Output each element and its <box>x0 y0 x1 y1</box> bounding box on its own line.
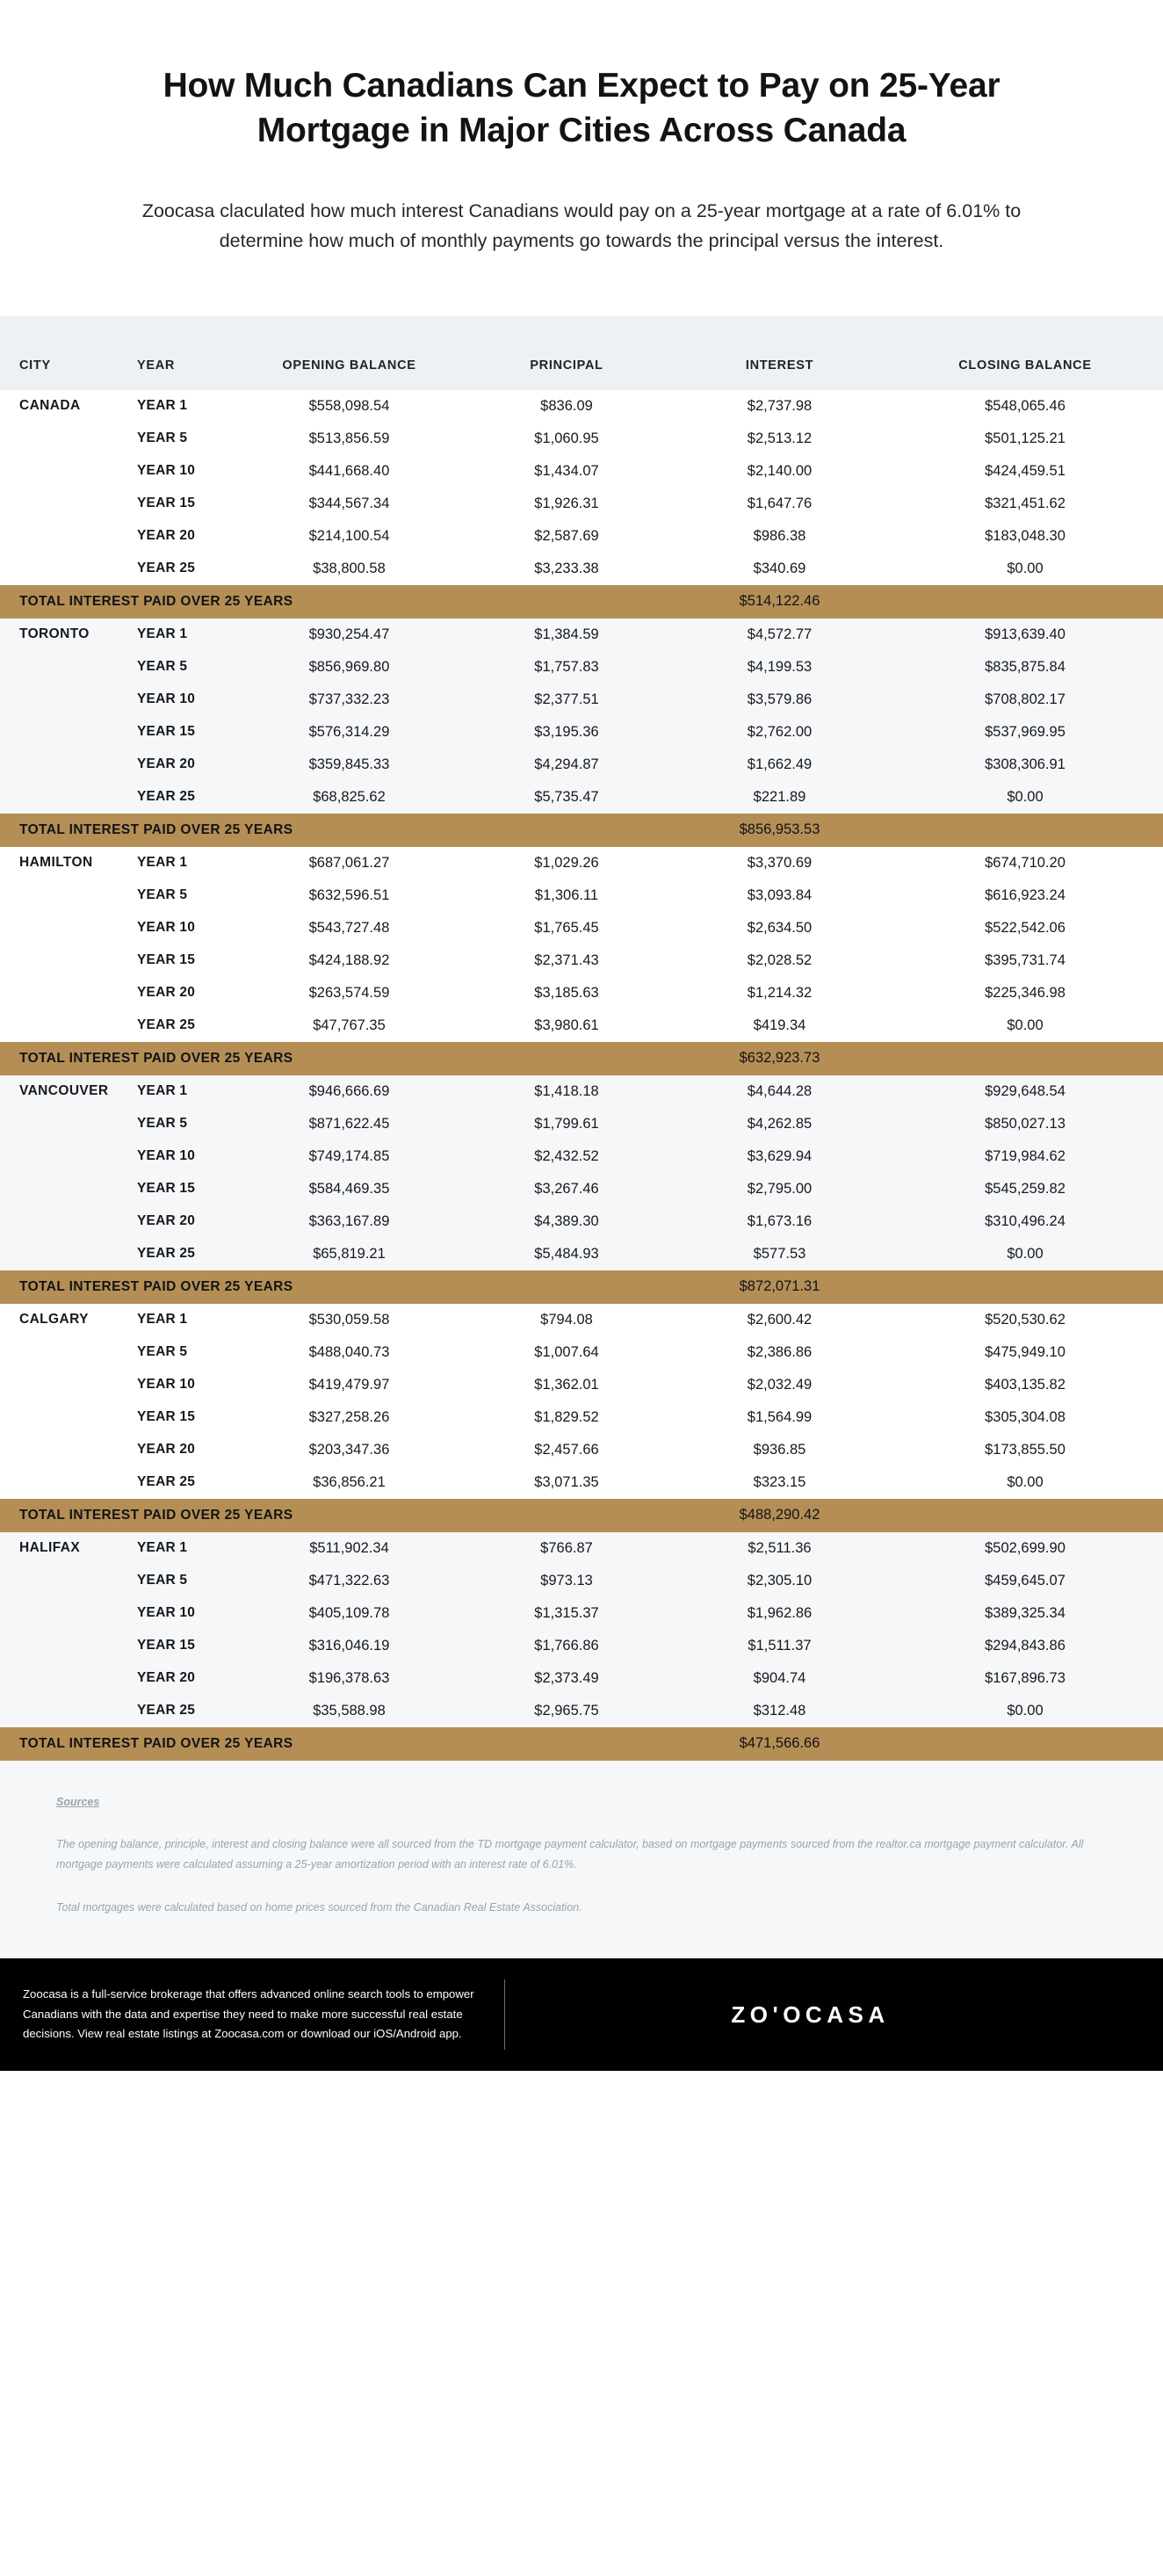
cell-year: YEAR 5 <box>132 651 237 684</box>
sources-title: Sources <box>56 1795 100 1808</box>
cell-closing-balance: $308,306.91 <box>887 749 1163 781</box>
cell-year: YEAR 1 <box>132 1532 237 1565</box>
cell-city-empty <box>0 1238 132 1270</box>
total-interest-label: TOTAL INTEREST PAID OVER 25 YEARS <box>0 1042 672 1075</box>
table-row <box>0 1140 1163 1173</box>
cell-year: YEAR 1 <box>132 847 237 879</box>
cell-principal: $1,029.26 <box>461 847 672 879</box>
cell-principal: $2,373.49 <box>461 1662 672 1695</box>
cell-interest: $2,737.98 <box>672 390 887 423</box>
cell-principal: $4,294.87 <box>461 749 672 781</box>
table-row <box>0 390 1163 423</box>
cell-interest: $986.38 <box>672 520 887 553</box>
cell-closing-balance: $459,645.07 <box>887 1565 1163 1597</box>
cell-opening-balance: $488,040.73 <box>237 1336 461 1369</box>
cell-city-empty <box>0 749 132 781</box>
cell-year: YEAR 10 <box>132 1597 237 1630</box>
cell-closing-balance: $0.00 <box>887 1009 1163 1042</box>
cell-city: CALGARY <box>0 1304 132 1336</box>
cell-city-empty <box>0 1466 132 1499</box>
cell-opening-balance: $930,254.47 <box>237 619 461 651</box>
table-row <box>0 684 1163 716</box>
cell-principal: $1,926.31 <box>461 488 672 520</box>
cell-interest: $1,662.49 <box>672 749 887 781</box>
cell-year: YEAR 15 <box>132 944 237 977</box>
total-row-filler <box>887 1727 1163 1761</box>
cell-principal: $2,965.75 <box>461 1695 672 1727</box>
cell-closing-balance: $321,451.62 <box>887 488 1163 520</box>
cell-city-empty <box>0 684 132 716</box>
table-row <box>0 1108 1163 1140</box>
cell-principal: $973.13 <box>461 1565 672 1597</box>
cell-opening-balance: $327,258.26 <box>237 1401 461 1434</box>
cell-interest: $4,199.53 <box>672 651 887 684</box>
total-interest-value: $471,566.66 <box>672 1727 887 1761</box>
column-header-principal: PRINCIPAL <box>461 316 672 390</box>
total-interest-row <box>0 585 1163 619</box>
table-row <box>0 1009 1163 1042</box>
cell-city-empty <box>0 977 132 1009</box>
cell-opening-balance: $749,174.85 <box>237 1140 461 1173</box>
total-interest-row <box>0 1499 1163 1532</box>
total-interest-row <box>0 814 1163 847</box>
cell-opening-balance: $344,567.34 <box>237 488 461 520</box>
cell-city-empty <box>0 1662 132 1695</box>
cell-year: YEAR 10 <box>132 1140 237 1173</box>
page-title: How Much Canadians Can Expect to Pay on 25-Year Mortgage in Major Cities Across Canada <box>163 67 1000 150</box>
cell-city-empty <box>0 781 132 814</box>
cell-opening-balance: $511,902.34 <box>237 1532 461 1565</box>
total-row-filler <box>887 814 1163 847</box>
cell-closing-balance: $0.00 <box>887 1466 1163 1499</box>
cell-year: YEAR 20 <box>132 1662 237 1695</box>
cell-closing-balance: $545,259.82 <box>887 1173 1163 1205</box>
cell-city-empty <box>0 1434 132 1466</box>
column-header-city: CITY <box>0 316 132 390</box>
cell-closing-balance: $167,896.73 <box>887 1662 1163 1695</box>
cell-opening-balance: $584,469.35 <box>237 1173 461 1205</box>
cell-interest: $2,634.50 <box>672 912 887 944</box>
cell-interest: $4,644.28 <box>672 1075 887 1108</box>
cell-city-empty <box>0 455 132 488</box>
total-row-filler <box>887 1042 1163 1075</box>
cell-interest: $904.74 <box>672 1662 887 1695</box>
footer-description: Zoocasa is a full-service brokerage that offers advanced online search tools to empower Canadians with the data and expertise they need to make more successful real estate decisions. View real estate listings at Zoocasa.com or download our iOS/Android app. <box>23 1987 474 2041</box>
cell-interest: $2,140.00 <box>672 455 887 488</box>
cell-interest: $2,386.86 <box>672 1336 887 1369</box>
cell-opening-balance: $513,856.59 <box>237 423 461 455</box>
cell-city-empty <box>0 1108 132 1140</box>
cell-city-empty <box>0 1401 132 1434</box>
cell-interest: $1,214.32 <box>672 977 887 1009</box>
cell-city: TORONTO <box>0 619 132 651</box>
column-header-year: YEAR <box>132 316 237 390</box>
cell-city-empty <box>0 1009 132 1042</box>
cell-city-empty <box>0 423 132 455</box>
cell-year: YEAR 25 <box>132 553 237 585</box>
cell-year: YEAR 20 <box>132 749 237 781</box>
column-header-opening-balance: OPENING BALANCE <box>237 316 461 390</box>
cell-closing-balance: $708,802.17 <box>887 684 1163 716</box>
cell-city-empty <box>0 1369 132 1401</box>
cell-year: YEAR 5 <box>132 1336 237 1369</box>
total-interest-value: $514,122.46 <box>672 585 887 619</box>
cell-closing-balance: $0.00 <box>887 553 1163 585</box>
cell-principal: $5,484.93 <box>461 1238 672 1270</box>
cell-principal: $3,185.63 <box>461 977 672 1009</box>
table-row <box>0 1597 1163 1630</box>
cell-interest: $419.34 <box>672 1009 887 1042</box>
table-row <box>0 847 1163 879</box>
cell-year: YEAR 15 <box>132 1630 237 1662</box>
cell-principal: $1,007.64 <box>461 1336 672 1369</box>
infographic-header <box>0 0 1163 257</box>
cell-principal: $1,766.86 <box>461 1630 672 1662</box>
cell-city-empty <box>0 912 132 944</box>
total-interest-row <box>0 1042 1163 1075</box>
cell-interest: $1,962.86 <box>672 1597 887 1630</box>
cell-city-empty <box>0 1597 132 1630</box>
cell-interest: $4,262.85 <box>672 1108 887 1140</box>
total-interest-label: TOTAL INTEREST PAID OVER 25 YEARS <box>0 585 672 619</box>
total-interest-value: $856,953.53 <box>672 814 887 847</box>
cell-opening-balance: $856,969.80 <box>237 651 461 684</box>
table-row <box>0 619 1163 651</box>
cell-city-empty <box>0 944 132 977</box>
cell-interest: $3,629.94 <box>672 1140 887 1173</box>
table-row <box>0 879 1163 912</box>
cell-interest: $3,579.86 <box>672 684 887 716</box>
cell-closing-balance: $502,699.90 <box>887 1532 1163 1565</box>
cell-year: YEAR 15 <box>132 1173 237 1205</box>
cell-closing-balance: $719,984.62 <box>887 1140 1163 1173</box>
cell-opening-balance: $214,100.54 <box>237 520 461 553</box>
cell-city-empty <box>0 1336 132 1369</box>
cell-year: YEAR 25 <box>132 781 237 814</box>
total-interest-label: TOTAL INTEREST PAID OVER 25 YEARS <box>0 814 672 847</box>
cell-principal: $3,195.36 <box>461 716 672 749</box>
cell-opening-balance: $441,668.40 <box>237 455 461 488</box>
cell-city-empty <box>0 488 132 520</box>
cell-opening-balance: $38,800.58 <box>237 553 461 585</box>
cell-opening-balance: $687,061.27 <box>237 847 461 879</box>
cell-principal: $3,233.38 <box>461 553 672 585</box>
cell-year: YEAR 15 <box>132 716 237 749</box>
table-row <box>0 1238 1163 1270</box>
cell-opening-balance: $65,819.21 <box>237 1238 461 1270</box>
cell-interest: $1,673.16 <box>672 1205 887 1238</box>
cell-principal: $2,432.52 <box>461 1140 672 1173</box>
table-row <box>0 944 1163 977</box>
cell-interest: $2,513.12 <box>672 423 887 455</box>
cell-year: YEAR 10 <box>132 684 237 716</box>
mortgage-table <box>0 316 1163 1761</box>
zoocasa-logo: ZO'OCASA <box>731 2001 890 2028</box>
cell-city: HALIFAX <box>0 1532 132 1565</box>
table-row <box>0 781 1163 814</box>
cell-principal: $1,315.37 <box>461 1597 672 1630</box>
cell-interest: $1,564.99 <box>672 1401 887 1434</box>
cell-closing-balance: $183,048.30 <box>887 520 1163 553</box>
cell-opening-balance: $946,666.69 <box>237 1075 461 1108</box>
cell-opening-balance: $68,825.62 <box>237 781 461 814</box>
cell-closing-balance: $674,710.20 <box>887 847 1163 879</box>
table-header <box>0 316 1163 390</box>
cell-interest: $2,600.42 <box>672 1304 887 1336</box>
cell-year: YEAR 5 <box>132 423 237 455</box>
cell-closing-balance: $0.00 <box>887 1238 1163 1270</box>
cell-city-empty <box>0 716 132 749</box>
total-row-filler <box>887 1499 1163 1532</box>
cell-year: YEAR 10 <box>132 455 237 488</box>
cell-opening-balance: $316,046.19 <box>237 1630 461 1662</box>
cell-principal: $1,060.95 <box>461 423 672 455</box>
cell-year: YEAR 25 <box>132 1466 237 1499</box>
total-interest-label: TOTAL INTEREST PAID OVER 25 YEARS <box>0 1499 672 1532</box>
cell-year: YEAR 10 <box>132 1369 237 1401</box>
cell-city-empty <box>0 1140 132 1173</box>
cell-city-empty <box>0 1565 132 1597</box>
cell-principal: $836.09 <box>461 390 672 423</box>
cell-principal: $3,267.46 <box>461 1173 672 1205</box>
cell-closing-balance: $520,530.62 <box>887 1304 1163 1336</box>
total-interest-value: $872,071.31 <box>672 1270 887 1304</box>
cell-closing-balance: $294,843.86 <box>887 1630 1163 1662</box>
table-row <box>0 423 1163 455</box>
cell-year: YEAR 5 <box>132 1565 237 1597</box>
table-row <box>0 977 1163 1009</box>
cell-year: YEAR 5 <box>132 1108 237 1140</box>
cell-year: YEAR 25 <box>132 1238 237 1270</box>
header-spacer <box>0 257 1163 316</box>
cell-interest: $4,572.77 <box>672 619 887 651</box>
cell-year: YEAR 20 <box>132 1434 237 1466</box>
table-row <box>0 1401 1163 1434</box>
cell-opening-balance: $47,767.35 <box>237 1009 461 1042</box>
cell-principal: $2,587.69 <box>461 520 672 553</box>
cell-opening-balance: $363,167.89 <box>237 1205 461 1238</box>
table-row <box>0 1695 1163 1727</box>
cell-year: YEAR 20 <box>132 520 237 553</box>
cell-closing-balance: $173,855.50 <box>887 1434 1163 1466</box>
cell-closing-balance: $424,459.51 <box>887 455 1163 488</box>
cell-city-empty <box>0 1630 132 1662</box>
table-row <box>0 1205 1163 1238</box>
cell-year: YEAR 15 <box>132 1401 237 1434</box>
cell-interest: $2,511.36 <box>672 1532 887 1565</box>
cell-interest: $1,511.37 <box>672 1630 887 1662</box>
cell-city: VANCOUVER <box>0 1075 132 1108</box>
cell-year: YEAR 25 <box>132 1009 237 1042</box>
table-row <box>0 1630 1163 1662</box>
column-header-interest: INTEREST <box>672 316 887 390</box>
cell-city-empty <box>0 1205 132 1238</box>
cell-closing-balance: $913,639.40 <box>887 619 1163 651</box>
cell-closing-balance: $548,065.46 <box>887 390 1163 423</box>
cell-year: YEAR 5 <box>132 879 237 912</box>
cell-principal: $5,735.47 <box>461 781 672 814</box>
cell-opening-balance: $558,098.54 <box>237 390 461 423</box>
cell-closing-balance: $310,496.24 <box>887 1205 1163 1238</box>
cell-interest: $323.15 <box>672 1466 887 1499</box>
cell-principal: $3,980.61 <box>461 1009 672 1042</box>
cell-opening-balance: $203,347.36 <box>237 1434 461 1466</box>
table-row <box>0 749 1163 781</box>
cell-year: YEAR 1 <box>132 1304 237 1336</box>
cell-principal: $1,306.11 <box>461 879 672 912</box>
sources-paragraph-1: The opening balance, principle, interest and closing balance were all sourced from the TD mortgage payment calculator, based on mortgage payments sourced from the realtor.ca mortgage payment calculator. All mortgage payments were calculated assuming a 25-year amortization period with an interest rate of 6.01%. <box>56 1837 1084 1870</box>
table-header-row <box>0 316 1163 390</box>
cell-interest: $3,093.84 <box>672 879 887 912</box>
cell-principal: $3,071.35 <box>461 1466 672 1499</box>
cell-opening-balance: $871,622.45 <box>237 1108 461 1140</box>
cell-opening-balance: $543,727.48 <box>237 912 461 944</box>
cell-opening-balance: $424,188.92 <box>237 944 461 977</box>
cell-year: YEAR 10 <box>132 912 237 944</box>
cell-interest: $2,305.10 <box>672 1565 887 1597</box>
cell-closing-balance: $616,923.24 <box>887 879 1163 912</box>
cell-closing-balance: $395,731.74 <box>887 944 1163 977</box>
cell-interest: $221.89 <box>672 781 887 814</box>
total-interest-value: $488,290.42 <box>672 1499 887 1532</box>
cell-principal: $794.08 <box>461 1304 672 1336</box>
cell-opening-balance: $36,856.21 <box>237 1466 461 1499</box>
cell-closing-balance: $537,969.95 <box>887 716 1163 749</box>
cell-year: YEAR 1 <box>132 619 237 651</box>
cell-year: YEAR 25 <box>132 1695 237 1727</box>
cell-opening-balance: $196,378.63 <box>237 1662 461 1695</box>
cell-closing-balance: $305,304.08 <box>887 1401 1163 1434</box>
cell-opening-balance: $405,109.78 <box>237 1597 461 1630</box>
total-row-filler <box>887 1270 1163 1304</box>
cell-interest: $936.85 <box>672 1434 887 1466</box>
cell-opening-balance: $576,314.29 <box>237 716 461 749</box>
cell-closing-balance: $929,648.54 <box>887 1075 1163 1108</box>
table-row <box>0 455 1163 488</box>
cell-city: HAMILTON <box>0 847 132 879</box>
column-header-closing-balance: CLOSING BALANCE <box>887 316 1163 390</box>
cell-opening-balance: $530,059.58 <box>237 1304 461 1336</box>
cell-opening-balance: $263,574.59 <box>237 977 461 1009</box>
table-row <box>0 1565 1163 1597</box>
cell-closing-balance: $403,135.82 <box>887 1369 1163 1401</box>
table-row <box>0 520 1163 553</box>
table-row <box>0 912 1163 944</box>
cell-closing-balance: $501,125.21 <box>887 423 1163 455</box>
cell-principal: $2,371.43 <box>461 944 672 977</box>
cell-city: CANADA <box>0 390 132 423</box>
cell-interest: $2,032.49 <box>672 1369 887 1401</box>
table-row <box>0 1336 1163 1369</box>
table-row <box>0 1434 1163 1466</box>
cell-interest: $577.53 <box>672 1238 887 1270</box>
cell-closing-balance: $522,542.06 <box>887 912 1163 944</box>
cell-closing-balance: $0.00 <box>887 1695 1163 1727</box>
cell-city-empty <box>0 553 132 585</box>
cell-principal: $1,799.61 <box>461 1108 672 1140</box>
table-body <box>0 390 1163 1761</box>
cell-closing-balance: $850,027.13 <box>887 1108 1163 1140</box>
cell-principal: $1,418.18 <box>461 1075 672 1108</box>
cell-principal: $2,457.66 <box>461 1434 672 1466</box>
cell-interest: $2,795.00 <box>672 1173 887 1205</box>
cell-principal: $4,389.30 <box>461 1205 672 1238</box>
cell-closing-balance: $475,949.10 <box>887 1336 1163 1369</box>
table-row <box>0 1532 1163 1565</box>
sources-section <box>0 1761 1163 1958</box>
cell-opening-balance: $359,845.33 <box>237 749 461 781</box>
table-row <box>0 1075 1163 1108</box>
table-row <box>0 1173 1163 1205</box>
cell-interest: $1,647.76 <box>672 488 887 520</box>
cell-principal: $2,377.51 <box>461 684 672 716</box>
total-interest-value: $632,923.73 <box>672 1042 887 1075</box>
cell-year: YEAR 15 <box>132 488 237 520</box>
table-row <box>0 651 1163 684</box>
cell-city-empty <box>0 520 132 553</box>
cell-principal: $1,757.83 <box>461 651 672 684</box>
cell-city-empty <box>0 1695 132 1727</box>
total-row-filler <box>887 585 1163 619</box>
cell-city-empty <box>0 879 132 912</box>
cell-closing-balance: $0.00 <box>887 781 1163 814</box>
cell-year: YEAR 20 <box>132 1205 237 1238</box>
table-row <box>0 1369 1163 1401</box>
cell-principal: $1,434.07 <box>461 455 672 488</box>
total-interest-label: TOTAL INTEREST PAID OVER 25 YEARS <box>0 1727 672 1761</box>
cell-year: YEAR 1 <box>132 1075 237 1108</box>
cell-opening-balance: $471,322.63 <box>237 1565 461 1597</box>
cell-interest: $2,762.00 <box>672 716 887 749</box>
cell-interest: $2,028.52 <box>672 944 887 977</box>
page-subtitle: Zoocasa claculated how much interest Canadians would pay on a 25-year mortgage at a rate of 6.01% to determine how much of monthly payments go towards the principal versus the interest. <box>141 199 1022 252</box>
cell-opening-balance: $632,596.51 <box>237 879 461 912</box>
cell-closing-balance: $835,875.84 <box>887 651 1163 684</box>
table-row <box>0 488 1163 520</box>
cell-year: YEAR 20 <box>132 977 237 1009</box>
footer-bar <box>0 1958 1163 2071</box>
cell-opening-balance: $419,479.97 <box>237 1369 461 1401</box>
cell-interest: $3,370.69 <box>672 847 887 879</box>
cell-interest: $340.69 <box>672 553 887 585</box>
total-interest-row <box>0 1727 1163 1761</box>
cell-year: YEAR 1 <box>132 390 237 423</box>
cell-principal: $1,829.52 <box>461 1401 672 1434</box>
sources-paragraph-2: Total mortgages were calculated based on home prices sourced from the Canadian Real Estate Association. <box>56 1900 582 1914</box>
table-row <box>0 1662 1163 1695</box>
cell-principal: $766.87 <box>461 1532 672 1565</box>
table-row <box>0 1304 1163 1336</box>
cell-city-empty <box>0 651 132 684</box>
cell-closing-balance: $389,325.34 <box>887 1597 1163 1630</box>
cell-principal: $1,765.45 <box>461 912 672 944</box>
total-interest-row <box>0 1270 1163 1304</box>
cell-city-empty <box>0 1173 132 1205</box>
cell-principal: $1,362.01 <box>461 1369 672 1401</box>
cell-opening-balance: $737,332.23 <box>237 684 461 716</box>
cell-principal: $1,384.59 <box>461 619 672 651</box>
table-row <box>0 553 1163 585</box>
table-row <box>0 716 1163 749</box>
total-interest-label: TOTAL INTEREST PAID OVER 25 YEARS <box>0 1270 672 1304</box>
table-row <box>0 1466 1163 1499</box>
cell-interest: $312.48 <box>672 1695 887 1727</box>
cell-opening-balance: $35,588.98 <box>237 1695 461 1727</box>
cell-closing-balance: $225,346.98 <box>887 977 1163 1009</box>
